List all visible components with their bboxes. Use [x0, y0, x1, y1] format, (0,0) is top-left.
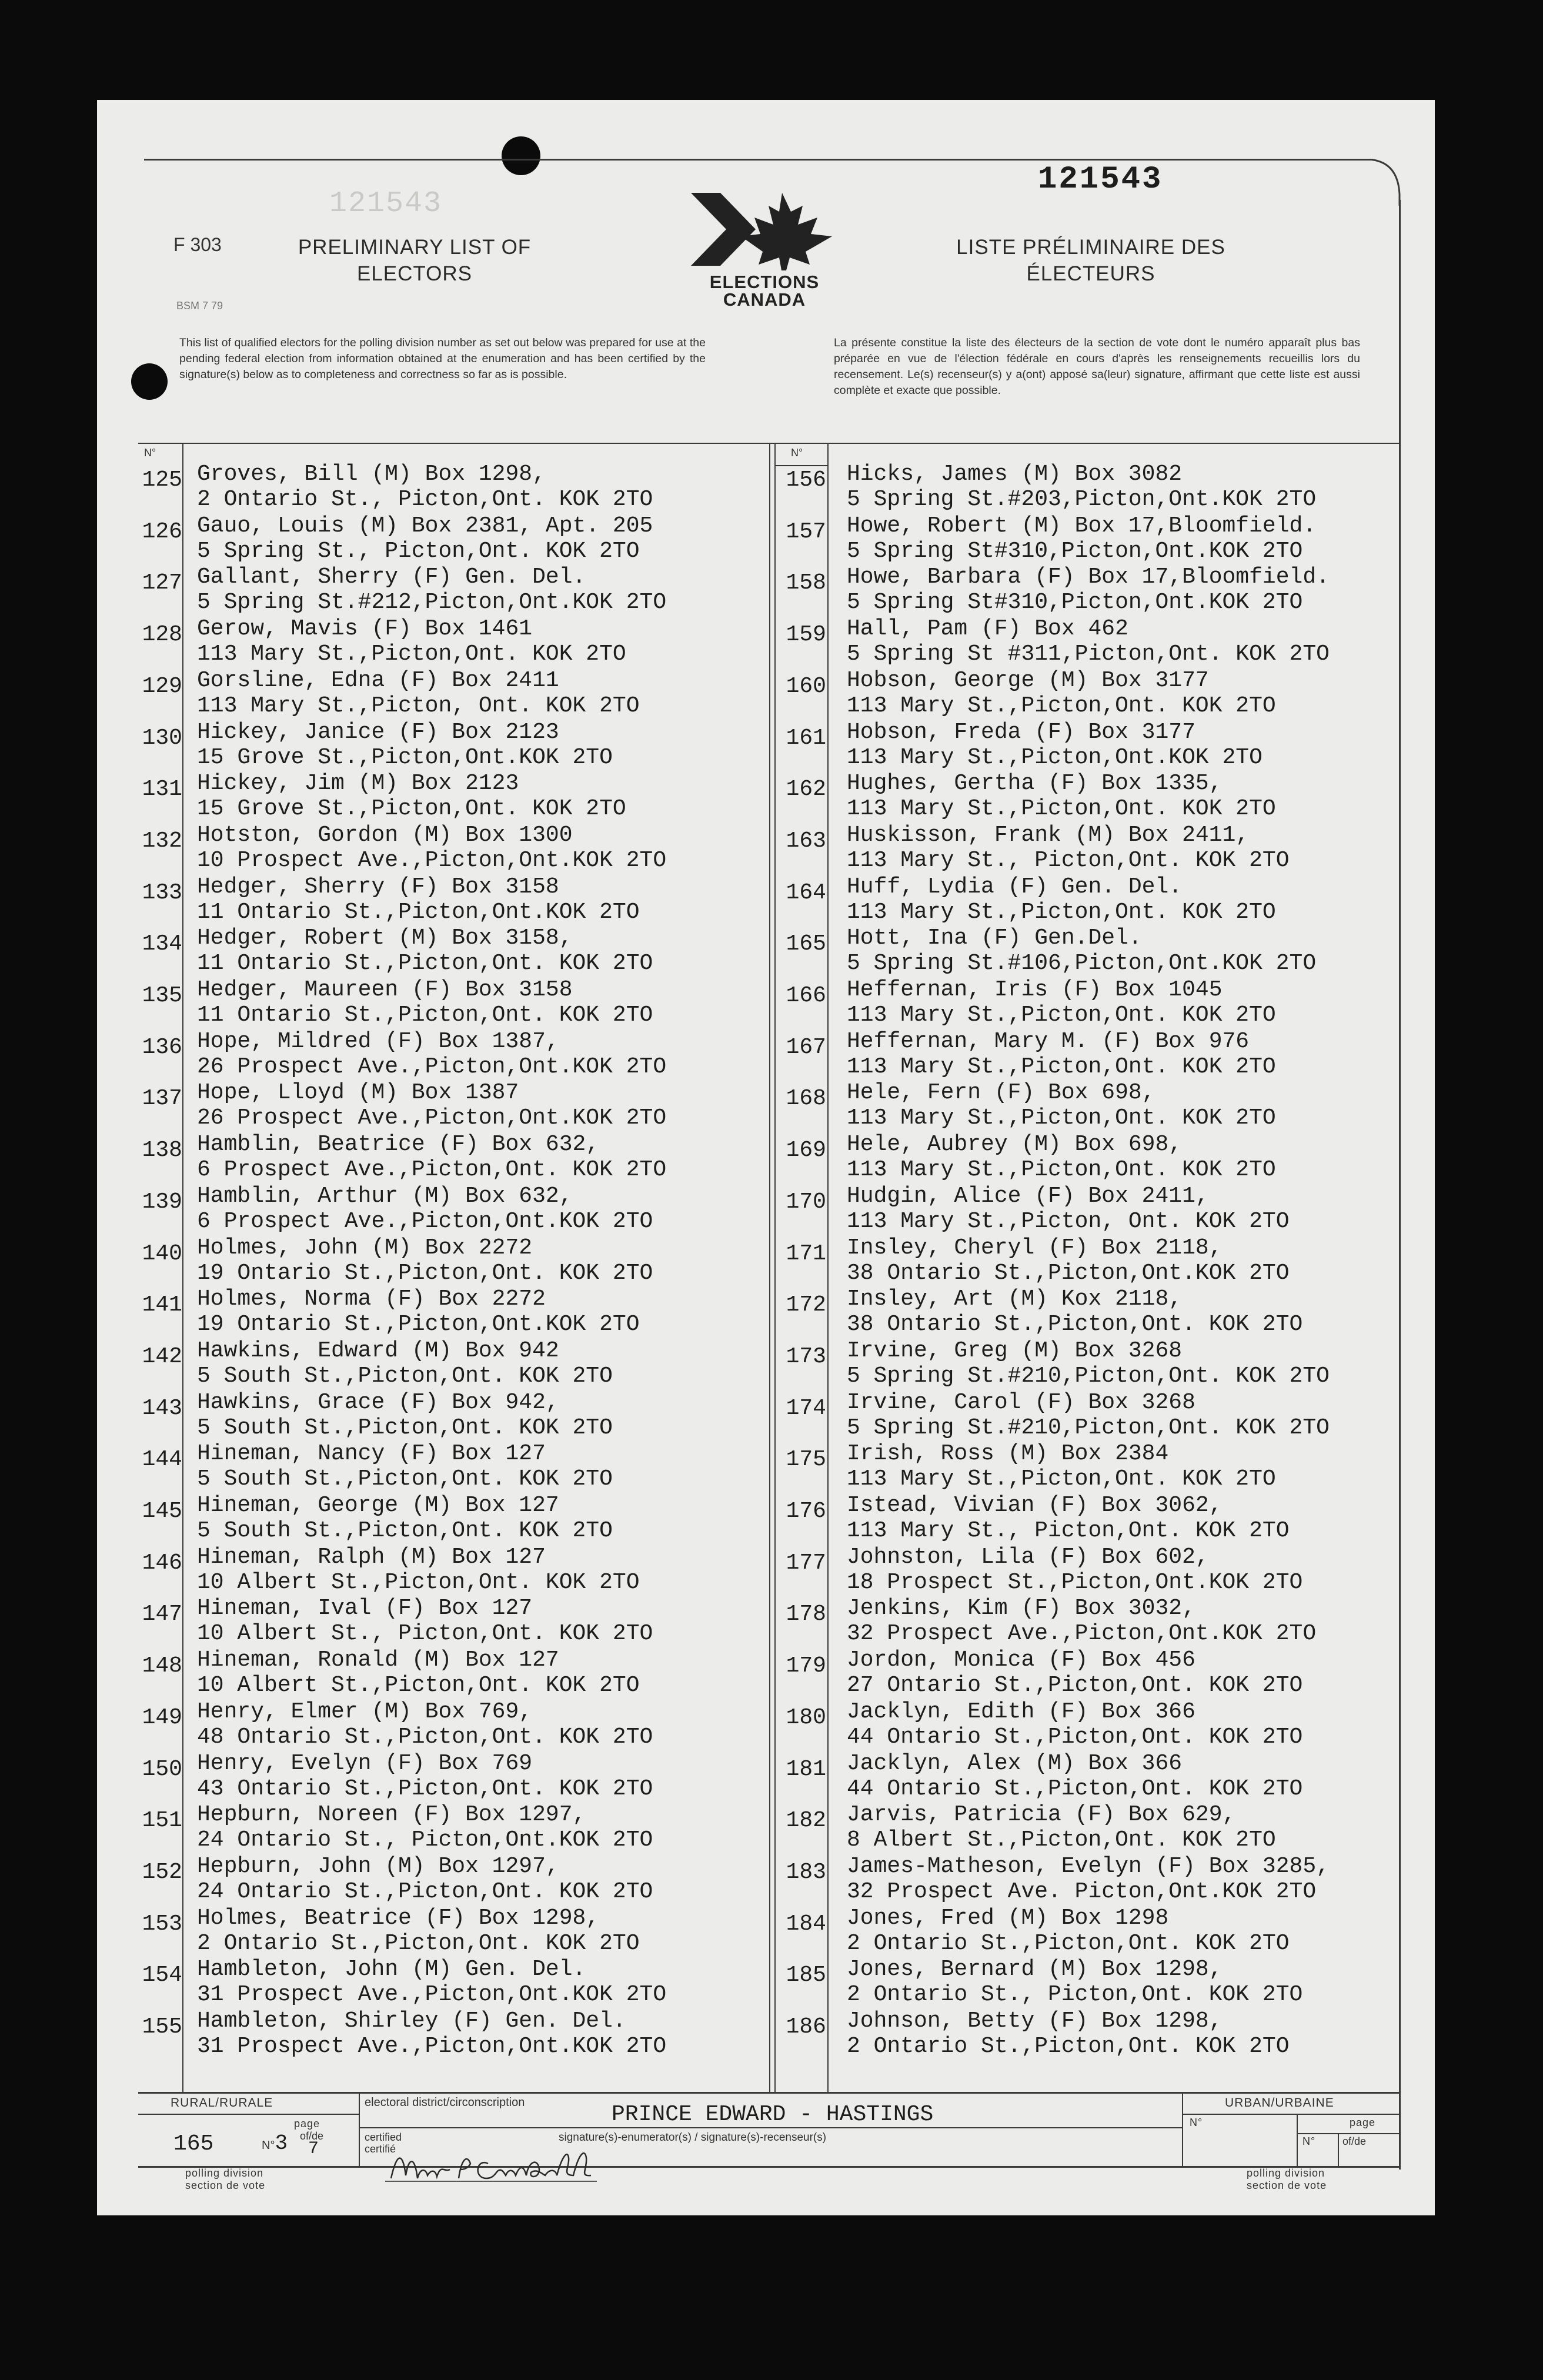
elector-address-line: 8 Albert St.,Picton,Ont. KOK 2TO: [847, 1827, 1276, 1853]
polling-label-right-line2: section de vote: [1247, 2180, 1327, 2191]
elector-name-line: Irish, Ross (M) Box 2384: [847, 1441, 1169, 1467]
elector-address-line: 6 Prospect Ave.,Picton,Ont.KOK 2TO: [197, 1208, 653, 1234]
elector-name-line: Hedger, Maureen (F) Box 3158: [197, 977, 573, 1002]
punch-hole-top: [502, 136, 540, 175]
elector-number: 167: [786, 1034, 826, 1060]
elector-address-line: 2 Ontario St.,Picton,Ont. KOK 2TO: [847, 1930, 1290, 1956]
elector-entry: [97, 616, 1391, 674]
elector-entry: [97, 1544, 1391, 1602]
elector-name-line: Irvine, Greg (M) Box 3268: [847, 1338, 1183, 1363]
elector-address-line: 10 Albert St.,Picton,Ont. KOK 2TO: [197, 1569, 640, 1595]
elector-number: 152: [142, 1859, 182, 1885]
elector-number: 157: [786, 519, 826, 544]
elector-entry: [97, 513, 1391, 571]
elector-address-line: 31 Prospect Ave.,Picton,Ont.KOK 2TO: [197, 1982, 667, 2008]
elector-entry: [97, 1338, 1391, 1396]
footer-divider-1: [359, 2092, 360, 2167]
elector-address-line: 113 Mary St.,Picton,Ont.KOK 2TO: [847, 744, 1263, 770]
elector-name-line: Hughes, Gertha (F) Box 1335,: [847, 771, 1223, 797]
elector-name-line: Gerow, Mavis (F) Box 1461: [197, 616, 533, 642]
elector-entry: [97, 1080, 1391, 1138]
elector-name-line: Howe, Robert (M) Box 17,Bloomfield.: [847, 513, 1317, 539]
elector-name-line: Hamblin, Arthur (M) Box 632,: [197, 1183, 573, 1209]
elector-number: 156: [786, 467, 826, 493]
elector-number: 162: [786, 777, 826, 803]
elector-entry: [97, 667, 1391, 726]
elector-number: 171: [786, 1241, 826, 1266]
elector-entry: [97, 1389, 1391, 1448]
elector-address-line: 19 Ontario St.,Picton,Ont.KOK 2TO: [197, 1312, 640, 1338]
elector-entry: [97, 925, 1391, 983]
elector-entry: [97, 1441, 1391, 1499]
elector-name-line: Henry, Evelyn (F) Box 769: [197, 1750, 533, 1776]
elector-name-line: James-Matheson, Evelyn (F) Box 3285,: [847, 1853, 1330, 1879]
elector-name-line: Jordon, Monica (F) Box 456: [847, 1647, 1195, 1673]
elector-name-line: Jacklyn, Edith (F) Box 366: [847, 1699, 1195, 1724]
urban-no-label: N°: [1190, 2117, 1203, 2128]
elector-address-line: 48 Ontario St.,Picton,Ont. KOK 2TO: [197, 1724, 653, 1750]
elector-number: 143: [142, 1395, 182, 1421]
elector-address-line: 5 Spring St#310,Picton,Ont.KOK 2TO: [847, 590, 1303, 616]
form-sheet: [97, 100, 1435, 2215]
elector-name-line: Hambleton, John (M) Gen. Del.: [197, 1957, 586, 1983]
footer-mid-rule-right: [1182, 2114, 1400, 2115]
elector-name-line: Hineman, Ralph (M) Box 127: [197, 1544, 546, 1570]
elector-address-line: 113 Mary St.,Picton,Ont. KOK 2TO: [847, 1002, 1276, 1028]
elector-name-line: Heffernan, Mary M. (F) Box 976: [847, 1028, 1250, 1054]
title-english: [291, 234, 538, 287]
elector-name-line: Jones, Bernard (M) Box 1298,: [847, 1957, 1223, 1983]
elector-name-line: Huff, Lydia (F) Gen. Del.: [847, 874, 1183, 900]
form-code: F 303: [173, 234, 222, 255]
elector-address-line: 10 Albert St.,Picton,Ont. KOK 2TO: [197, 1673, 640, 1699]
polling-label-left-line1: polling division: [185, 2167, 264, 2179]
elector-address-line: 38 Ontario St.,Picton,Ont.KOK 2TO: [847, 1260, 1290, 1286]
elector-address-line: 5 Spring St.#203,Picton,Ont.KOK 2TO: [847, 487, 1317, 512]
elector-number: 155: [142, 2014, 182, 2040]
elector-name-line: Hobson, Freda (F) Box 3177: [847, 719, 1195, 745]
header-row-rule: [774, 465, 827, 466]
elector-number: 137: [142, 1086, 182, 1112]
elector-name-line: Hope, Mildred (F) Box 1387,: [197, 1028, 559, 1054]
elector-name-line: Hineman, Ronald (M) Box 127: [197, 1647, 559, 1673]
elector-number: 131: [142, 777, 182, 803]
serial-number-faint: 121543: [329, 187, 443, 220]
elector-address-line: 5 South St.,Picton,Ont. KOK 2TO: [197, 1415, 613, 1440]
elector-name-line: Hall, Pam (F) Box 462: [847, 616, 1128, 642]
elector-name-line: Huskisson, Frank (M) Box 2411,: [847, 822, 1250, 848]
urban-page-no-label: N°: [1302, 2135, 1316, 2147]
elector-address-line: 5 Spring St#310,Picton,Ont.KOK 2TO: [847, 538, 1303, 564]
elector-number: 130: [142, 725, 182, 751]
elector-number: 186: [786, 2014, 826, 2040]
elector-number: 133: [142, 880, 182, 905]
elector-number: 140: [142, 1241, 182, 1266]
title-english-line1: PRELIMINARY LIST OF: [298, 236, 532, 259]
elector-address-line: 10 Albert St., Picton,Ont. KOK 2TO: [197, 1621, 653, 1647]
elector-name-line: Insley, Art (M) Kox 2118,: [847, 1286, 1183, 1312]
elector-number: 134: [142, 931, 182, 957]
elector-number: 147: [142, 1602, 182, 1627]
elector-address-line: 38 Ontario St.,Picton,Ont. KOK 2TO: [847, 1312, 1303, 1338]
elector-entry: [97, 564, 1391, 622]
elector-name-line: Hele, Fern (F) Box 698,: [847, 1080, 1155, 1106]
elector-name-line: Hawkins, Grace (F) Box 942,: [197, 1389, 559, 1415]
elector-number: 149: [142, 1704, 182, 1730]
urban-page-divider: [1338, 2133, 1339, 2167]
title-english-line2: ELECTORS: [356, 262, 473, 285]
elector-name-line: Hele, Aubrey (M) Box 698,: [847, 1132, 1183, 1158]
elector-address-line: 2 Ontario St.,Picton,Ont. KOK 2TO: [847, 2034, 1290, 2059]
elector-entry: [97, 1028, 1391, 1087]
elector-name-line: Hineman, George (M) Box 127: [197, 1493, 559, 1518]
elector-name-line: Hepburn, Noreen (F) Box 1297,: [197, 1802, 586, 1828]
elector-name-line: Heffernan, Iris (F) Box 1045: [847, 977, 1223, 1002]
elector-address-line: 19 Ontario St.,Picton,Ont. KOK 2TO: [197, 1260, 653, 1286]
page-total: 7: [308, 2139, 319, 2159]
elector-entry: [97, 1132, 1391, 1189]
elector-number: 180: [786, 1704, 826, 1730]
elector-number: 161: [786, 725, 826, 751]
district-label: electoral district/circonscription: [365, 2096, 525, 2109]
polling-label-right: [1247, 2167, 1327, 2192]
elector-number: 145: [142, 1499, 182, 1524]
title-french-line2: ÉLECTEURS: [1026, 262, 1155, 285]
elector-address-line: 15 Grove St.,Picton,Ont.KOK 2TO: [197, 744, 613, 770]
elector-name-line: Johnson, Betty (F) Box 1298,: [847, 2008, 1223, 2034]
elector-address-line: 2 Ontario St.,Picton,Ont. KOK 2TO: [197, 1930, 640, 1956]
elector-number: 132: [142, 828, 182, 854]
elector-address-line: 10 Prospect Ave.,Picton,Ont.KOK 2TO: [197, 847, 667, 873]
polling-label-left-line2: section de vote: [185, 2180, 266, 2191]
footer-bottom-rule: [138, 2166, 1400, 2168]
elector-number: 142: [142, 1343, 182, 1369]
elector-address-line: 113 Mary St.,Picton,Ont. KOK 2TO: [847, 1466, 1276, 1492]
elector-number: 172: [786, 1292, 826, 1318]
elector-entry: [97, 1596, 1391, 1653]
elector-number: 126: [142, 519, 182, 544]
elector-name-line: Irvine, Carol (F) Box 3268: [847, 1389, 1195, 1415]
handwritten-signature: [385, 2146, 691, 2187]
elector-name-line: Hepburn, John (M) Box 1297,: [197, 1853, 559, 1879]
elector-name-line: Holmes, Norma (F) Box 2272: [197, 1286, 546, 1312]
elector-entry: [97, 1905, 1391, 1963]
elector-address-line: 43 Ontario St.,Picton,Ont. KOK 2TO: [197, 1776, 653, 1801]
elector-number: 148: [142, 1653, 182, 1679]
elector-entry: [97, 822, 1391, 880]
elector-address-line: 11 Ontario St.,Picton,Ont. KOK 2TO: [197, 951, 653, 977]
elector-entry: [97, 462, 1391, 519]
form-sub-code: BSM 7 79: [176, 300, 223, 312]
elector-entry: [97, 1493, 1391, 1550]
elector-entry: [97, 719, 1391, 777]
urban-of-label: of/de: [1342, 2135, 1367, 2147]
elector-name-line: Hudgin, Alice (F) Box 2411,: [847, 1183, 1209, 1209]
elector-entry: [97, 977, 1391, 1035]
elector-address-line: 5 South St.,Picton,Ont. KOK 2TO: [197, 1466, 613, 1492]
elector-address-line: 113 Mary St.,Picton,Ont. KOK 2TO: [847, 693, 1276, 718]
elector-entry: [97, 1957, 1391, 2014]
elector-address-line: 5 Spring St.#210,Picton,Ont. KOK 2TO: [847, 1415, 1330, 1440]
elector-entry: [97, 874, 1391, 932]
elector-name-line: Hedger, Sherry (F) Box 3158: [197, 874, 559, 900]
maple-leaf-x-icon: [685, 188, 844, 270]
elector-address-line: 2 Ontario St., Picton,Ont. KOK 2TO: [847, 1982, 1303, 2008]
elector-number: 177: [786, 1550, 826, 1576]
elector-entry: [97, 1699, 1391, 1757]
footer-divider-2: [1182, 2092, 1183, 2167]
elector-entry: [97, 771, 1391, 828]
elector-address-line: 44 Ontario St.,Picton,Ont. KOK 2TO: [847, 1724, 1303, 1750]
page-prefix: N°: [262, 2139, 275, 2152]
elector-address-line: 32 Prospect Ave.,Picton,Ont.KOK 2TO: [847, 1621, 1317, 1647]
signature-label: signature(s)-enumerator(s) / signature(s)-recenseur(s): [559, 2131, 827, 2144]
elector-address-line: 113 Mary St.,Picton,Ont. KOK 2TO: [847, 1105, 1276, 1131]
intro-french: La présente constitue la liste des électeurs de la section de vote dont le numéro apparaît plus bas préparée en vue de l'élection fédérale en cours d'après les renseignements recueillis lors du recensement. Le(s) recenseur(s) y a(ont) apposé sa(leur) signature, affirmant que cette liste est aussi complète et exacte que possible.: [834, 336, 1360, 397]
punch-hole-left: [131, 363, 168, 400]
elector-address-line: 5 Spring St.#212,Picton,Ont.KOK 2TO: [197, 590, 667, 616]
elector-number: 136: [142, 1034, 182, 1060]
elector-number: 159: [786, 622, 826, 648]
elector-address-line: 11 Ontario St.,Picton,Ont. KOK 2TO: [197, 1002, 653, 1028]
elector-address-line: 15 Grove St.,Picton,Ont. KOK 2TO: [197, 796, 626, 822]
elector-address-line: 26 Prospect Ave.,Picton,Ont.KOK 2TO: [197, 1054, 667, 1079]
elector-number: 169: [786, 1138, 826, 1164]
elector-number: 175: [786, 1447, 826, 1473]
elector-number: 170: [786, 1189, 826, 1215]
elector-number: 153: [142, 1911, 182, 1937]
elector-number: 154: [142, 1963, 182, 1988]
elector-number: 173: [786, 1343, 826, 1369]
elector-number: 144: [142, 1447, 182, 1473]
elector-name-line: Istead, Vivian (F) Box 3062,: [847, 1493, 1223, 1518]
elector-name-line: Johnston, Lila (F) Box 602,: [847, 1544, 1209, 1570]
elector-number: 184: [786, 1911, 826, 1937]
elector-address-line: 24 Ontario St., Picton,Ont.KOK 2TO: [197, 1827, 653, 1853]
elector-number: 164: [786, 880, 826, 905]
elector-number: 128: [142, 622, 182, 648]
elector-address-line: 5 Spring St.#106,Picton,Ont.KOK 2TO: [847, 951, 1317, 977]
elector-address-line: 113 Mary St., Picton,Ont. KOK 2TO: [847, 847, 1290, 873]
elector-name-line: Insley, Cheryl (F) Box 2118,: [847, 1235, 1223, 1261]
elector-address-line: 113 Mary St.,Picton,Ont. KOK 2TO: [847, 1157, 1276, 1183]
urban-page-label: page: [1350, 2117, 1376, 2128]
column-header-left: N°: [144, 447, 156, 459]
elector-name-line: Holmes, John (M) Box 2272: [197, 1235, 533, 1261]
title-french: [909, 234, 1273, 287]
elector-entry: [97, 1802, 1391, 1860]
elector-name-line: Hotston, Gordon (M) Box 1300: [197, 822, 573, 848]
elector-address-line: 18 Prospect St.,Picton,Ont.KOK 2TO: [847, 1569, 1303, 1595]
elector-entry: [97, 1286, 1391, 1344]
logo-text-line1: ELECTIONS: [709, 272, 820, 292]
footer-mid-rule-center: [359, 2127, 1182, 2128]
elector-number: 127: [142, 570, 182, 596]
elector-name-line: Hicks, James (M) Box 3082: [847, 462, 1183, 487]
page-number-box: [262, 2131, 288, 2155]
elector-address-line: 5 South St.,Picton,Ont. KOK 2TO: [197, 1363, 613, 1389]
column-header-right: N°: [791, 447, 803, 459]
logo-text-line2: CANADA: [723, 289, 806, 310]
elector-name-line: Groves, Bill (M) Box 1298,: [197, 462, 546, 487]
elector-name-line: Henry, Elmer (M) Box 769,: [197, 1699, 533, 1724]
elector-address-line: 113 Mary St., Picton,Ont. KOK 2TO: [847, 1518, 1290, 1543]
page-number: 3: [275, 2131, 288, 2155]
elector-name-line: Jones, Fred (M) Box 1298: [847, 1905, 1169, 1931]
elector-name-line: Hickey, Janice (F) Box 2123: [197, 719, 559, 745]
elector-name-line: Gauo, Louis (M) Box 2381, Apt. 205: [197, 513, 653, 539]
enumerator-signature: [385, 2146, 691, 2187]
elector-name-line: Hedger, Robert (M) Box 3158,: [197, 925, 573, 951]
elector-address-line: 2 Ontario St., Picton,Ont. KOK 2TO: [197, 487, 653, 512]
elector-number: 146: [142, 1550, 182, 1576]
elector-address-line: 26 Prospect Ave.,Picton,Ont.KOK 2TO: [197, 1105, 667, 1131]
elector-entry: [97, 2008, 1391, 2066]
elector-address-line: 11 Ontario St.,Picton,Ont.KOK 2TO: [197, 899, 640, 925]
elector-number: 141: [142, 1292, 182, 1318]
elector-number: 179: [786, 1653, 826, 1679]
elector-number: 174: [786, 1395, 826, 1421]
elector-address-line: 113 Mary St.,Picton, Ont. KOK 2TO: [197, 693, 640, 718]
right-border: [1399, 200, 1401, 2170]
rural-label: RURAL/RURALE: [171, 2096, 273, 2110]
title-french-line1: LISTE PRÉLIMINAIRE DES: [956, 236, 1225, 259]
polling-division-number: 165: [173, 2131, 214, 2157]
elector-address-line: 32 Prospect Ave. Picton,Ont.KOK 2TO: [847, 1878, 1317, 1904]
district-value: PRINCE EDWARD - HASTINGS: [612, 2102, 934, 2127]
elector-address-line: 5 Spring St., Picton,Ont. KOK 2TO: [197, 538, 640, 564]
elector-number: 165: [786, 931, 826, 957]
elector-number: 163: [786, 828, 826, 854]
elector-entry: [97, 1750, 1391, 1809]
elector-entry: [97, 1647, 1391, 1705]
elector-name-line: Hineman, Ival (F) Box 127: [197, 1596, 533, 1622]
polling-label-right-line1: polling division: [1247, 2167, 1325, 2179]
elector-address-line: 44 Ontario St.,Picton,Ont. KOK 2TO: [847, 1776, 1303, 1801]
certified-line1: certified: [365, 2131, 402, 2143]
elector-name-line: Hamblin, Beatrice (F) Box 632,: [197, 1132, 600, 1158]
elector-name-line: Holmes, Beatrice (F) Box 1298,: [197, 1905, 600, 1931]
intro-english: This list of qualified electors for the polling division number as set out below was prepared for use at the pending federal election from information obtained at the enumeration and has been certified by the signature(s) below as to completeness and correctness so far as is possible.: [179, 336, 706, 381]
elector-address-line: 6 Prospect Ave.,Picton,Ont. KOK 2TO: [197, 1157, 667, 1183]
of-label: of/de: [300, 2130, 324, 2142]
footer-top-rule: [138, 2092, 1400, 2094]
elector-entry: [97, 1183, 1391, 1241]
corner-curve: [1367, 159, 1402, 206]
elector-number: 168: [786, 1086, 826, 1112]
elector-number: 139: [142, 1189, 182, 1215]
elector-address-line: 5 Spring St.#210,Picton,Ont. KOK 2TO: [847, 1363, 1330, 1389]
elector-name-line: Jarvis, Patricia (F) Box 629,: [847, 1802, 1236, 1828]
elector-name-line: Hambleton, Shirley (F) Gen. Del.: [197, 2008, 626, 2034]
top-rule: [144, 159, 1373, 161]
elector-address-line: 24 Ontario St.,Picton,Ont. KOK 2TO: [197, 1878, 653, 1904]
elector-number: 183: [786, 1859, 826, 1885]
page-label-left: page: [294, 2118, 320, 2130]
elector-name-line: Hickey, Jim (M) Box 2123: [197, 771, 519, 797]
elector-number: 160: [786, 673, 826, 699]
elections-canada-logo: [685, 188, 844, 310]
elector-address-line: 5 Spring St #311,Picton,Ont. KOK 2TO: [847, 641, 1330, 667]
elector-name-line: Howe, Barbara (F) Box 17,Bloomfield.: [847, 564, 1330, 590]
elector-name-line: Jenkins, Kim (F) Box 3032,: [847, 1596, 1195, 1622]
elector-number: 150: [142, 1756, 182, 1782]
elector-name-line: Hott, Ina (F) Gen.Del.: [847, 925, 1142, 951]
certified-line2: certifié: [365, 2143, 396, 2155]
elector-name-line: Gallant, Sherry (F) Gen. Del.: [197, 564, 586, 590]
elector-entry: [97, 1853, 1391, 1911]
elector-name-line: Gorsline, Edna (F) Box 2411: [197, 667, 559, 693]
elector-address-line: 113 Mary St.,Picton,Ont. KOK 2TO: [847, 1054, 1276, 1079]
elector-address-line: 31 Prospect Ave.,Picton,Ont.KOK 2TO: [197, 2034, 667, 2059]
elector-number: 151: [142, 1808, 182, 1834]
urban-divider: [1297, 2114, 1298, 2167]
elector-name-line: Hawkins, Edward (M) Box 942: [197, 1338, 559, 1363]
elector-address-line: 113 Mary St.,Picton, Ont. KOK 2TO: [847, 1208, 1290, 1234]
elector-number: 166: [786, 983, 826, 1008]
elector-address-line: 5 South St.,Picton,Ont. KOK 2TO: [197, 1518, 613, 1543]
elector-number: 176: [786, 1499, 826, 1524]
elector-number: 158: [786, 570, 826, 596]
elector-name-line: Hineman, Nancy (F) Box 127: [197, 1441, 546, 1467]
elector-name-line: Jacklyn, Alex (M) Box 366: [847, 1750, 1183, 1776]
elector-number: 181: [786, 1756, 826, 1782]
footer-mid-rule-left: [138, 2114, 359, 2115]
urban-page-rule: [1297, 2133, 1400, 2134]
urban-label: URBAN/URBAINE: [1225, 2096, 1334, 2110]
elector-address-line: 113 Mary St.,Picton,Ont. KOK 2TO: [847, 899, 1276, 925]
page-of-box: [300, 2130, 324, 2159]
serial-number: 121543: [1038, 162, 1163, 198]
elector-number: 185: [786, 1963, 826, 1988]
elector-number: 125: [142, 467, 182, 493]
polling-label-left: [185, 2167, 265, 2192]
elector-number: 138: [142, 1138, 182, 1164]
elector-number: 182: [786, 1808, 826, 1834]
elector-entry: [97, 1235, 1391, 1293]
elector-number: 135: [142, 983, 182, 1008]
elector-name-line: Hope, Lloyd (M) Box 1387: [197, 1080, 519, 1106]
elector-number: 178: [786, 1602, 826, 1627]
elector-name-line: Hobson, George (M) Box 3177: [847, 667, 1209, 693]
elector-number: 129: [142, 673, 182, 699]
elector-address-line: 113 Mary St.,Picton,Ont. KOK 2TO: [847, 796, 1276, 822]
elector-address-line: 27 Ontario St.,Picton,Ont. KOK 2TO: [847, 1673, 1303, 1699]
elector-address-line: 113 Mary St.,Picton,Ont. KOK 2TO: [197, 641, 626, 667]
